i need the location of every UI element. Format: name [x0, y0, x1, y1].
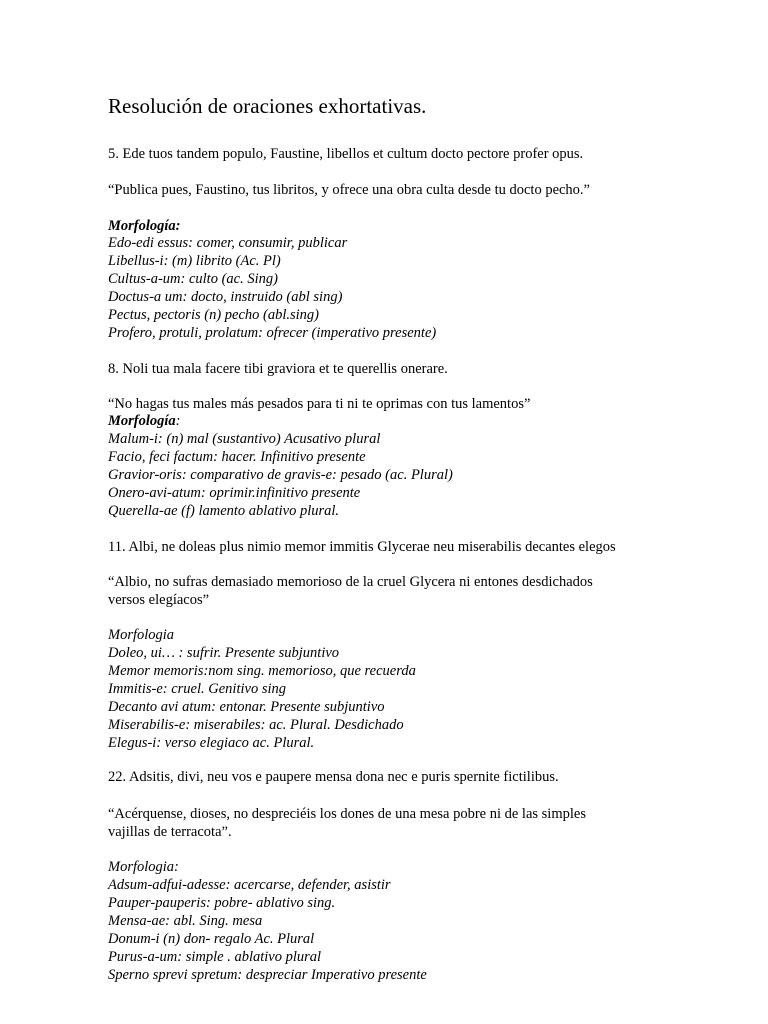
latin-sentence-22: 22. Adsitis, divi, neu vos e paupere mensa dona nec e puris spernite fictilibus.	[108, 769, 559, 785]
morph-line-8-5: Querella-ae (f) lamento ablativo plural.	[108, 503, 340, 519]
morphology-heading-11: Morfologia	[108, 627, 175, 643]
morph-line-5-5: Pectus, pectoris (n) pecho (abl.sing)	[108, 307, 320, 323]
morph-line-22-5: Purus-a-um: simple . ablativo plural	[108, 949, 322, 965]
morph-line-11-4: Decanto avi atum: entonar. Presente subjuntivo	[108, 699, 385, 715]
translation-22-line-1: “Acérquense, dioses, no despreciéis los dones de una mesa pobre ni de las simples	[108, 806, 586, 822]
morph-line-8-3: Gravior-oris: comparativo de gravis-e: pesado (ac. Plural)	[108, 467, 453, 483]
latin-sentence-11: 11. Albi, ne doleas plus nimio memor immitis Glycerae neu miserabilis decantes elegos	[108, 539, 616, 555]
morphology-heading-8	[108, 412, 181, 430]
latin-sentence-5: 5. Ede tuos tandem populo, Faustine, libellos et cultum docto pectore profer opus.	[108, 146, 584, 162]
morph-line-5-1: Edo-edi essus: comer, consumir, publicar	[108, 235, 348, 251]
morph-line-8-2: Facio, feci factum: hacer. Infinitivo presente	[108, 449, 366, 465]
morph-line-11-6: Elegus-i: verso elegiaco ac. Plural.	[108, 735, 315, 751]
morph-line-5-2: Libellus-i: (m) librito (Ac. Pl)	[108, 253, 281, 269]
morph-line-8-1: Malum-i: (n) mal (sustantivo) Acusativo plural	[108, 431, 381, 447]
morph-line-8-4: Onero-avi-atum: oprimir.infinitivo presente	[108, 485, 361, 501]
translation-11-line-1: “Albio, no sufras demasiado memorioso de la cruel Glycera ni entones desdichados	[108, 574, 593, 590]
morphology-heading-8-text: Morfología	[108, 413, 176, 429]
morph-line-11-5: Miserabilis-e: miserabiles: ac. Plural. Desdichado	[108, 717, 404, 733]
morph-line-5-4: Doctus-a um: docto, instruido (abl sing)	[108, 289, 343, 305]
morphology-heading-5: Morfología:	[108, 218, 181, 234]
morph-line-11-3: Immitis-e: cruel. Genitivo sing	[108, 681, 286, 697]
morph-line-22-4: Donum-i (n) don- regalo Ac. Plural	[108, 931, 315, 947]
morphology-heading-22: Morfologia:	[108, 859, 179, 875]
translation-11-line-2: versos elegíacos”	[108, 592, 210, 608]
translation-5: “Publica pues, Faustino, tus libritos, y ofrece una obra culta desde tu docto pecho.”	[108, 182, 590, 198]
translation-22-line-2: vajillas de terracota”.	[108, 824, 232, 840]
page-title: Resolución de oraciones exhortativas.	[108, 94, 427, 118]
morph-line-22-6: Sperno sprevi spretum: despreciar Imperativo presente	[108, 967, 427, 983]
morph-line-11-1: Doleo, ui… : sufrir. Presente subjuntivo	[108, 645, 340, 661]
morph-line-22-3: Mensa-ae: abl. Sing. mesa	[108, 913, 263, 929]
morph-line-5-6: Profero, protuli, prolatum: ofrecer (imperativo presente)	[108, 325, 437, 341]
latin-sentence-8: 8. Noli tua mala facere tibi graviora et te querellis onerare.	[108, 361, 448, 377]
translation-8: “No hagas tus males más pesados para ti ni te oprimas con tus lamentos”	[108, 396, 531, 412]
morph-line-11-2: Memor memoris:nom sing. memorioso, que recuerda	[108, 663, 416, 679]
morph-line-22-2: Pauper-pauperis: pobre- ablativo sing.	[108, 895, 336, 911]
morphology-heading-8-colon: :	[175, 413, 181, 429]
morph-line-5-3: Cultus-a-um: culto (ac. Sing)	[108, 271, 278, 287]
morph-line-22-1: Adsum-adfui-adesse: acercarse, defender, asistir	[108, 877, 391, 893]
